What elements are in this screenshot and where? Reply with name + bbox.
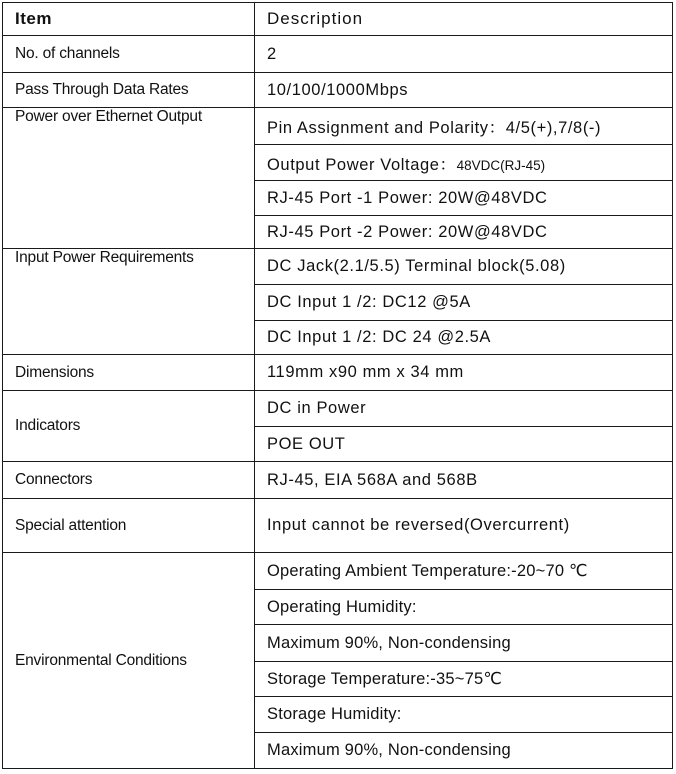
indicator-dc-in: DC in Power (255, 391, 673, 427)
table-row (3, 73, 673, 108)
poe-port-2: RJ-45 Port -2 Power: 20W@48VDC (255, 216, 673, 249)
environmental-label: Environmental Conditions (3, 553, 255, 769)
dimensions-value: 119mm x90 mm x 34 mm (255, 355, 673, 391)
spec-table (2, 2, 673, 769)
input-dc-jack: DC Jack(2.1/5.5) Terminal block(5.08) (255, 249, 673, 285)
table-row (3, 462, 673, 499)
special-attention-label: Special attention (3, 499, 255, 553)
poe-output-label: Power over Ethernet Output (3, 108, 255, 249)
poe-voltage-value: 48VDC(RJ-45) (456, 157, 546, 173)
env-operating-humidity-max: Maximum 90%, Non-condensing (255, 625, 673, 662)
description-header: Description (255, 3, 673, 36)
table-row (3, 553, 673, 590)
poe-voltage-label: Output Power Voltage： (267, 155, 457, 174)
input-power-label: Input Power Requirements (3, 249, 255, 355)
table-row (3, 108, 673, 145)
poe-port-1: RJ-45 Port -1 Power: 20W@48VDC (255, 181, 673, 216)
env-storage-humidity: Storage Humidity: (255, 697, 673, 733)
data-rates-value: 10/100/1000Mbps (255, 73, 673, 108)
poe-pin-assignment (255, 108, 673, 145)
item-header: Item (3, 3, 255, 36)
input-dc-24v: DC Input 1 /2: DC 24 @2.5A (255, 321, 673, 355)
indicators-label: Indicators (3, 391, 255, 462)
channels-value: 2 (255, 36, 673, 73)
input-dc-12v: DC Input 1 /2: DC12 @5A (255, 285, 673, 321)
table-row (3, 391, 673, 427)
dimensions-label: Dimensions (3, 355, 255, 391)
table-row (3, 36, 673, 73)
poe-output-voltage (255, 145, 673, 181)
poe-pin-value: 4/5(+),7/8(-) (505, 119, 602, 137)
env-operating-temperature: Operating Ambient Temperature:-20~70 ℃ (255, 553, 673, 590)
special-attention-value: Input cannot be reversed(Overcurrent) (255, 499, 673, 553)
env-storage-temperature: Storage Temperature:-35~75℃ (255, 662, 673, 697)
table-row (3, 249, 673, 285)
env-operating-humidity: Operating Humidity: (255, 590, 673, 625)
connectors-label: Connectors (3, 462, 255, 499)
connectors-value: RJ-45, EIA 568A and 568B (255, 462, 673, 499)
poe-pin-label: Pin Assignment and Polarity： (267, 119, 506, 137)
header-row (3, 3, 673, 36)
table-row (3, 499, 673, 553)
indicator-poe-out: POE OUT (255, 427, 673, 462)
data-rates-label: Pass Through Data Rates (3, 73, 255, 108)
channels-label: No. of channels (3, 36, 255, 73)
env-storage-humidity-max: Maximum 90%, Non-condensing (255, 733, 673, 769)
table-row (3, 355, 673, 391)
